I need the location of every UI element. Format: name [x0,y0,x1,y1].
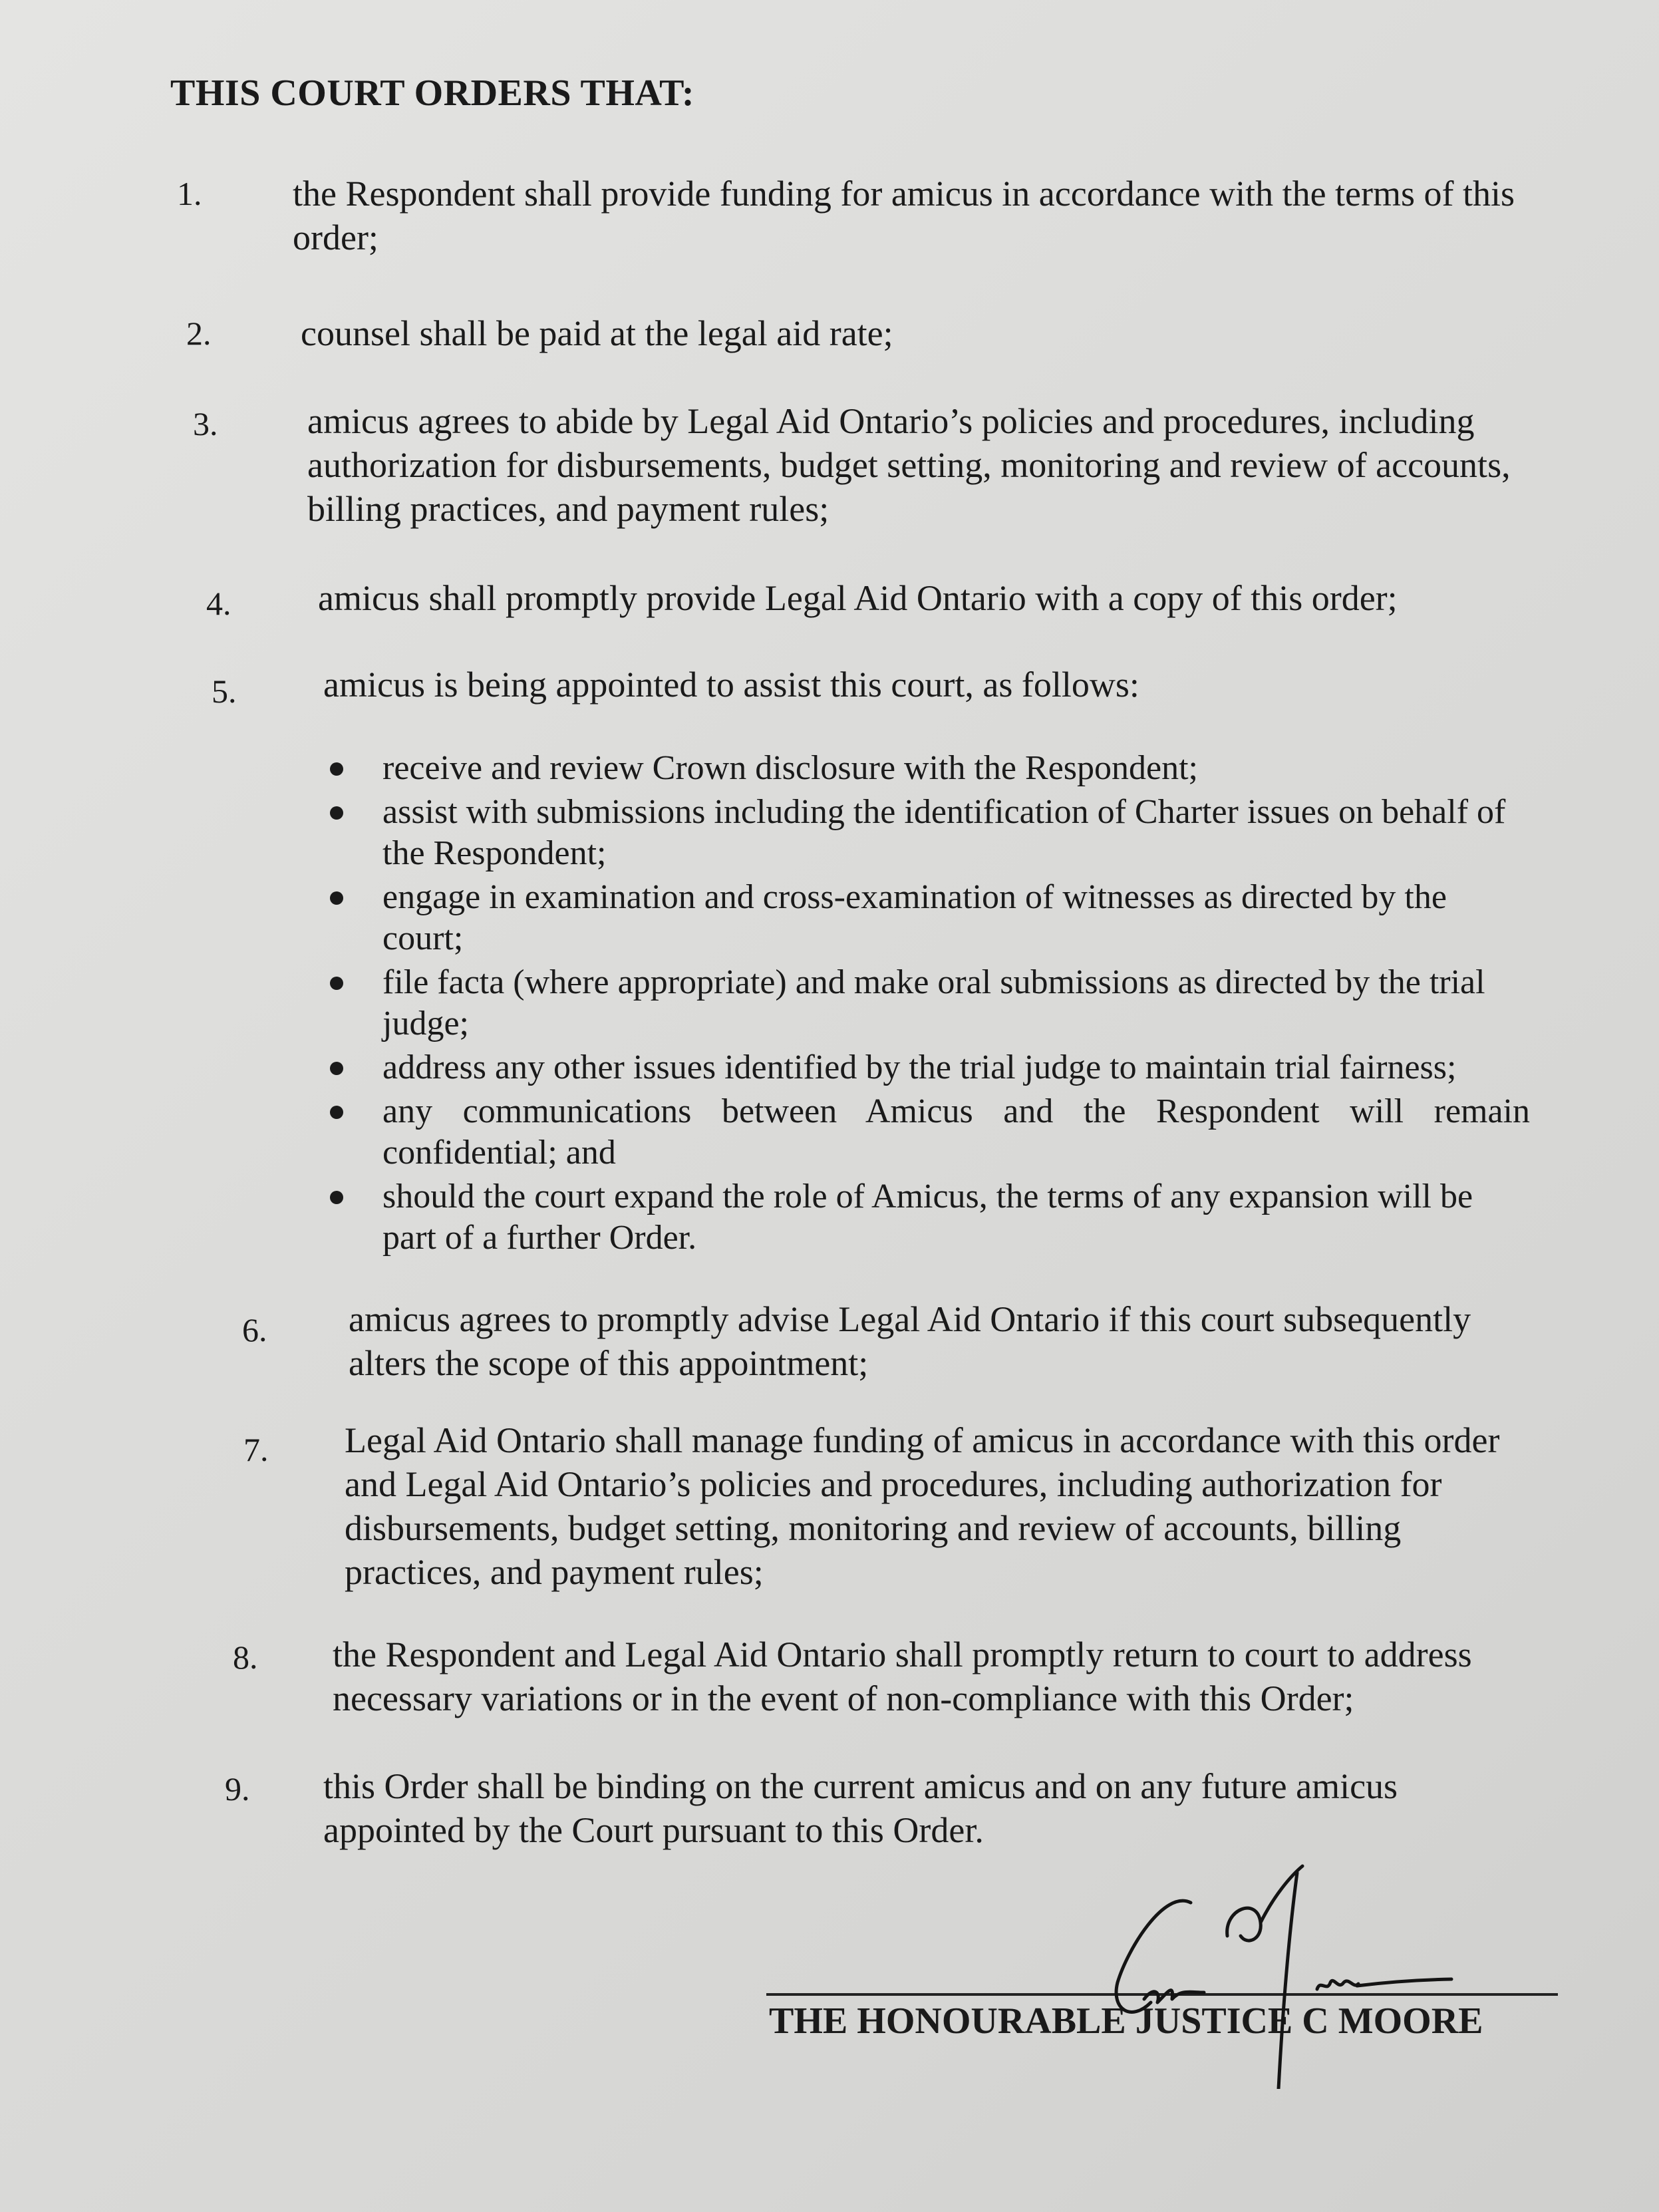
order-text-8: the Respondent and Legal Aid Ontario shall promptly return to court to address necessary variations or in the event of non-compliance with this Order; [333,1635,1472,1718]
order-text-1: the Respondent shall provide funding for amicus in accordance with the terms of this order; [293,174,1515,257]
order-number-4: 4. [206,585,231,622]
duty-text: address any other issues identified by the trial judge to maintain trial fairness; [382,1048,1457,1086]
order-text-4: amicus shall promptly provide Legal Aid Ontario with a copy of this order; [318,578,1398,618]
duty-text: assist with submissions including the identification of Charter issues on behalf of the Respondent; [382,793,1506,872]
order-text-2: counsel shall be paid at the legal aid rate; [301,313,893,353]
bullet-icon [330,806,343,820]
order-number-9: 9. [225,1770,250,1808]
order-number-7: 7. [243,1431,269,1468]
bullet-icon [330,891,343,905]
order-number-2: 2. [186,315,212,352]
duty-item [326,877,1530,959]
bullet-icon [330,977,343,990]
bullet-icon [330,1062,343,1075]
order-number-3: 3. [193,405,218,442]
order-heading: THIS COURT ORDERS THAT: [170,73,695,114]
amicus-duties-list [326,748,1530,1261]
order-text-6: amicus agrees to promptly advise Legal Aid Ontario if this court subsequently alters the scope of this appointment; [349,1299,1471,1383]
duty-item [326,1176,1530,1259]
order-text-7: Legal Aid Ontario shall manage funding of amicus in accordance with this order and Legal Aid Ontario’s policies and procedures, including authorization for disbursements, budget setting, monitoring and review of accounts, billing practices, and payment rules; [345,1420,1500,1592]
justice-name: THE HONOURABLE JUSTICE C MOORE [769,2000,1483,2042]
order-text-5: amicus is being appointed to assist this court, as follows: [323,665,1139,705]
bullet-icon [330,762,343,776]
duty-text: receive and review Crown disclosure with the Respondent; [382,749,1198,787]
duty-text: should the court expand the role of Amicus, the terms of any expansion will be part of a further Order. [382,1178,1473,1257]
duty-item [326,792,1530,874]
duty-item [326,748,1530,789]
duty-text: engage in examination and cross-examination of witnesses as directed by the court; [382,878,1447,957]
order-text-3: amicus agrees to abide by Legal Aid Ontario’s policies and procedures, including authorization for disbursements, budget setting, monitoring and review of accounts, billing practices, and payment rules; [307,401,1511,529]
order-text-9: this Order shall be binding on the current amicus and on any future amicus appointed by the Court pursuant to this Order. [323,1766,1398,1850]
bullet-icon [330,1106,343,1119]
duty-text: any communications between Amicus and the Respondent will remain confidential; and [382,1092,1530,1172]
handwritten-signature [1091,1849,1463,2089]
order-number-8: 8. [233,1639,258,1676]
duty-item [326,962,1530,1044]
duty-item [326,1047,1530,1088]
order-number-6: 6. [242,1311,267,1348]
bullet-icon [330,1191,343,1204]
duty-text: file facta (where appropriate) and make oral submissions as directed by the trial judge; [382,963,1485,1042]
order-number-1: 1. [177,175,202,212]
duty-item [326,1091,1530,1174]
order-number-5: 5. [212,673,237,710]
